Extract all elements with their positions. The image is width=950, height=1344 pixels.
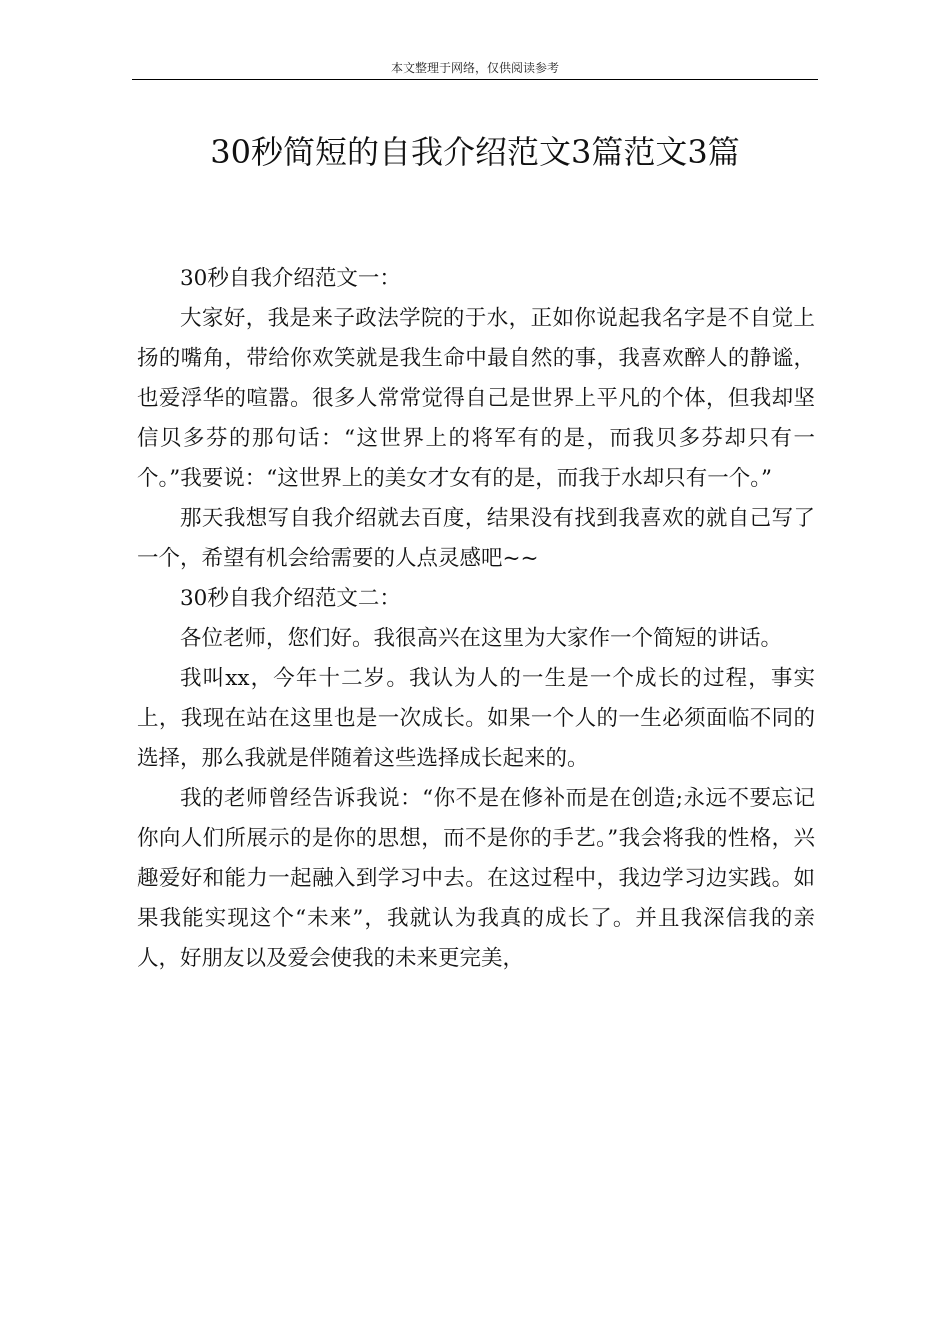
body-paragraph: 我的老师曾经告诉我说：“你不是在修补而是在创造;永远不要忘记你向人们所展示的是你的思想，而不是你的手艺。”我会将我的性格，兴趣爱好和能力一起融入到学习中去。在这过程中，我边学习边实践。如果我能实现这个“未来”，我就认为我真的成长了。并且我深信我的亲人，好朋友以及爱会使我的未来更完美， bbox=[137, 786, 815, 971]
page-header-note: 本文整理于网络，仅供阅读参考 bbox=[390, 61, 559, 75]
body-paragraph: 各位老师，您们好。我很高兴在这里为大家作一个简短的讲话。 bbox=[180, 626, 783, 651]
section-heading-1: 30秒自我介绍范文一： bbox=[180, 266, 401, 291]
body-paragraph: 那天我想写自我介绍就去百度，结果没有找到我喜欢的就自己写了一个，希望有机会给需要的人点灵感吧~~ bbox=[137, 506, 815, 571]
section-heading-2: 30秒自我介绍范文二： bbox=[180, 586, 401, 611]
body-paragraph: 大家好，我是来子政法学院的于水，正如你说起我名字是不自觉上扬的嘴角，带给你欢笑就是我生命中最自然的事，我喜欢醉人的静谧，也爱浮华的喧嚣。很多人常常觉得自己是世界上平凡的个体，但我却坚信贝多芬的那句话：“这世界上的将军有的是，而我贝多芬却只有一个。”我要说：“这世界上的美女才女有的是，而我于水却只有一个。” bbox=[137, 306, 815, 491]
document-body bbox=[137, 259, 815, 979]
body-paragraph: 我叫xx，今年十二岁。我认为人的一生是一个成长的过程，事实上，我现在站在这里也是一次成长。如果一个人的一生必须面临不同的选择，那么我就是伴随着这些选择成长起来的。 bbox=[137, 666, 815, 771]
header-divider bbox=[132, 79, 818, 80]
document-title: 30秒简短的自我介绍范文3篇范文3篇 bbox=[210, 133, 740, 171]
